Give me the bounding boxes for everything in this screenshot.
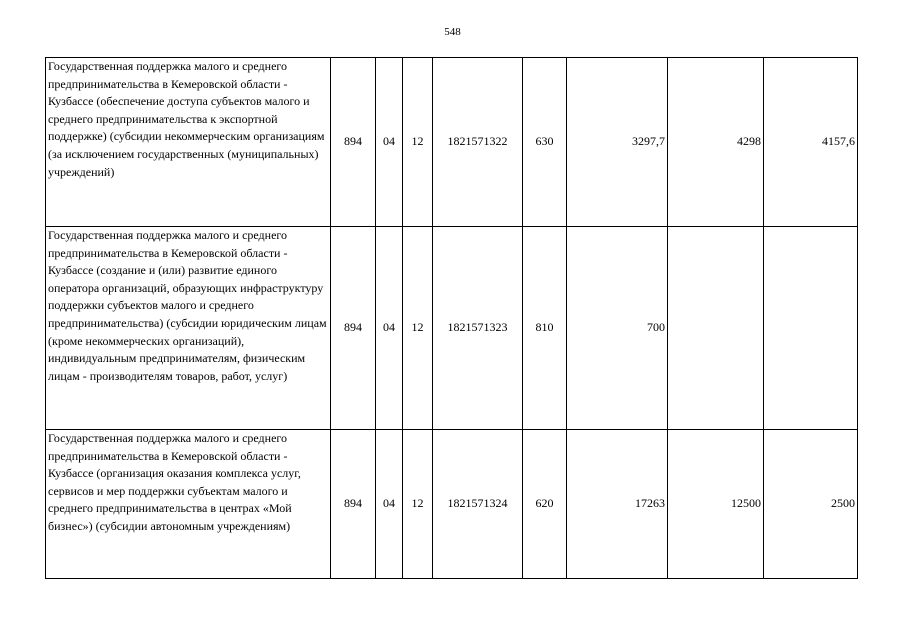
table-row	[46, 430, 858, 579]
section-code-cell: 04	[376, 227, 403, 430]
subsection-code-cell: 12	[403, 58, 433, 227]
amount-year2-cell	[668, 227, 764, 430]
target-article-cell: 1821571323	[433, 227, 523, 430]
subsection-code-cell: 12	[403, 430, 433, 579]
section-code-cell: 04	[376, 58, 403, 227]
row-description: Государственная поддержка малого и среднего предпринимательства в Кемеровской области - Кузбассе (обеспечение доступа субъектов малого и среднего предпринимательства к экспортной поддержке) (субсидии некоммерческим организациям (за исключением государственных (муниципальных) учреждений)	[46, 58, 331, 227]
subsection-code-cell: 12	[403, 227, 433, 430]
row-description: Государственная поддержка малого и среднего предпринимательства в Кемеровской области - Кузбассе (организация оказания комплекса услуг, сервисов и мер поддержки субъектам малого и среднего предпринимательства в центрах «Мой бизнес») (субсидии автономным учреждениям)	[46, 430, 331, 579]
ministry-code-cell: 894	[331, 430, 376, 579]
table-row	[46, 227, 858, 430]
expense-type-cell: 630	[523, 58, 567, 227]
expense-type-cell: 810	[523, 227, 567, 430]
table-row	[46, 58, 858, 227]
amount-year1-cell: 3297,7	[567, 58, 668, 227]
amount-year3-cell: 2500	[764, 430, 858, 579]
target-article-cell: 1821571324	[433, 430, 523, 579]
amount-year3-cell: 4157,6	[764, 58, 858, 227]
ministry-code-cell: 894	[331, 227, 376, 430]
section-code-cell: 04	[376, 430, 403, 579]
budget-table	[45, 57, 858, 579]
amount-year1-cell: 17263	[567, 430, 668, 579]
amount-year2-cell: 12500	[668, 430, 764, 579]
expense-type-cell: 620	[523, 430, 567, 579]
amount-year3-cell	[764, 227, 858, 430]
amount-year2-cell: 4298	[668, 58, 764, 227]
target-article-cell: 1821571322	[433, 58, 523, 227]
page-number: 548	[444, 26, 461, 38]
amount-year1-cell: 700	[567, 227, 668, 430]
ministry-code-cell: 894	[331, 58, 376, 227]
row-description: Государственная поддержка малого и среднего предпринимательства в Кемеровской области - Кузбассе (создание и (или) развитие единого оператора организаций, образующих инфраструктуру поддержки субъектов малого и среднего предпринимательства) (субсидии юридическим лицам (кроме некоммерческих организаций), индивидуальным предпринимателям, физическим лицам - производителям товаров, работ, услуг)	[46, 227, 331, 430]
